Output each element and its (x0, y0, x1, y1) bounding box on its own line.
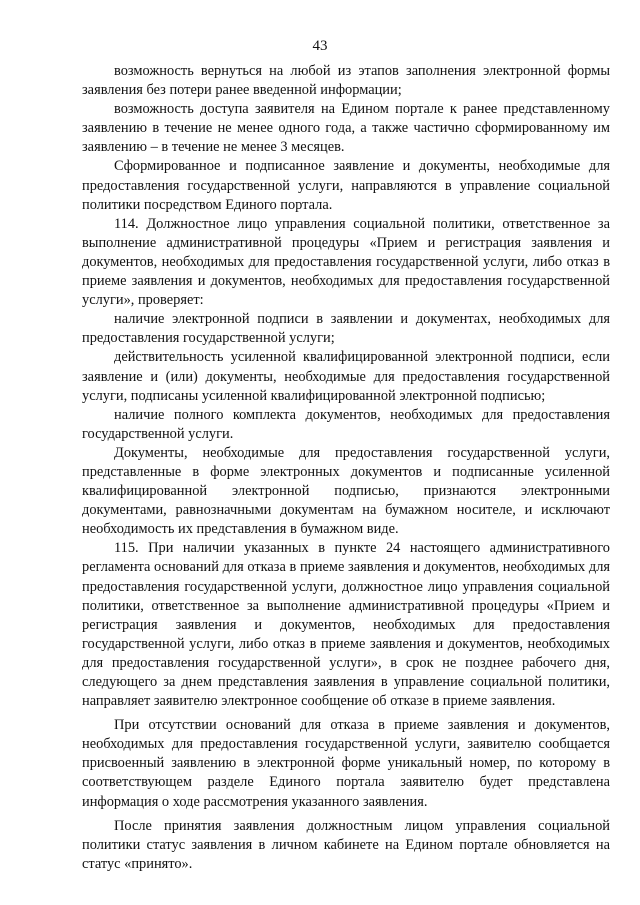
paragraph-electronic-documents-equivalence: Документы, необходимые для предоставления государственной услуги, представленные в форме электронных документов и подписанные усиленной квалифицированной электронной подписью, признаются электронными документами, равнозначными документам на бумажном носителе, и исключают необходимость их представления в бумажном виде. (82, 444, 610, 538)
paragraph-return-to-step: возможность вернуться на любой из этапов заполнения электронной формы заявления без потери ранее введенной информации; (82, 63, 610, 99)
paragraph-access-duration: возможность доступа заявителя на Едином портале к ранее представленному заявлению в течение не менее одного года, а также частично сформированному им заявлению – в течение не менее 3 месяцев. (82, 101, 610, 156)
paragraph-status-accepted: После принятия заявления должностным лицом управления социальной политики статус заявления в личном кабинете на Едином портале обновляется на статус «принято». (82, 817, 610, 872)
paragraph-submission-via-portal: Сформированное и подписанное заявление и документы, необходимые для предоставления государственной услуги, направляются в управление социальной политики посредством Единого портала. (82, 158, 610, 213)
paragraph-check-signature: наличие электронной подписи в заявлении и документах, необходимых для предоставления государственной услуги; (82, 311, 610, 347)
document-body (82, 62, 610, 874)
paragraph-item-115: 115. При наличии указанных в пункте 24 настоящего административного регламента оснований для отказа в приеме заявления и документов, необходимых для предоставления государственной услуги, должностное лицо управления социальной политики, ответственное за выполнение административной процедуры «Прием и регистрация заявления и документов, необходимых для предоставления государственной услуги, либо отказ в приеме заявления и документов, необходимых для предоставления государственной услуги», в срок не позднее рабочего дня, следующего за днем представления заявления в управление социальной политики, направляет заявителю электронное сообщение об отказе в приеме заявления. (82, 540, 610, 710)
paragraph-unique-number: При отсутствии оснований для отказа в приеме заявления и документов, необходимых для предоставления государственной услуги, заявителю сообщается присвоенный заявлению в электронной форме уникальный номер, по которому в соответствующем разделе Единого портала заявителю будет представлена информация о ходе рассмотрения указанного заявления. (82, 717, 610, 810)
paragraph-item-114: 114. Должностное лицо управления социальной политики, ответственное за выполнение административной процедуры «Прием и регистрация заявления и документов, необходимых для предоставления государственной услуги, либо отказ в приеме заявления и документов, необходимых для предоставления государственной услуги», проверяет: (82, 215, 610, 309)
paragraph-check-qualified-signature: действительность усиленной квалифицированной электронной подписи, если заявление и (или) документы, необходимые для предоставления государственной услуги, подписаны усиленной квалифицированной электронной подписью; (82, 349, 610, 404)
page-number: 43 (312, 38, 328, 54)
paragraph-check-complete-set: наличие полного комплекта документов, необходимых для предоставления государственной услуги. (82, 406, 610, 442)
